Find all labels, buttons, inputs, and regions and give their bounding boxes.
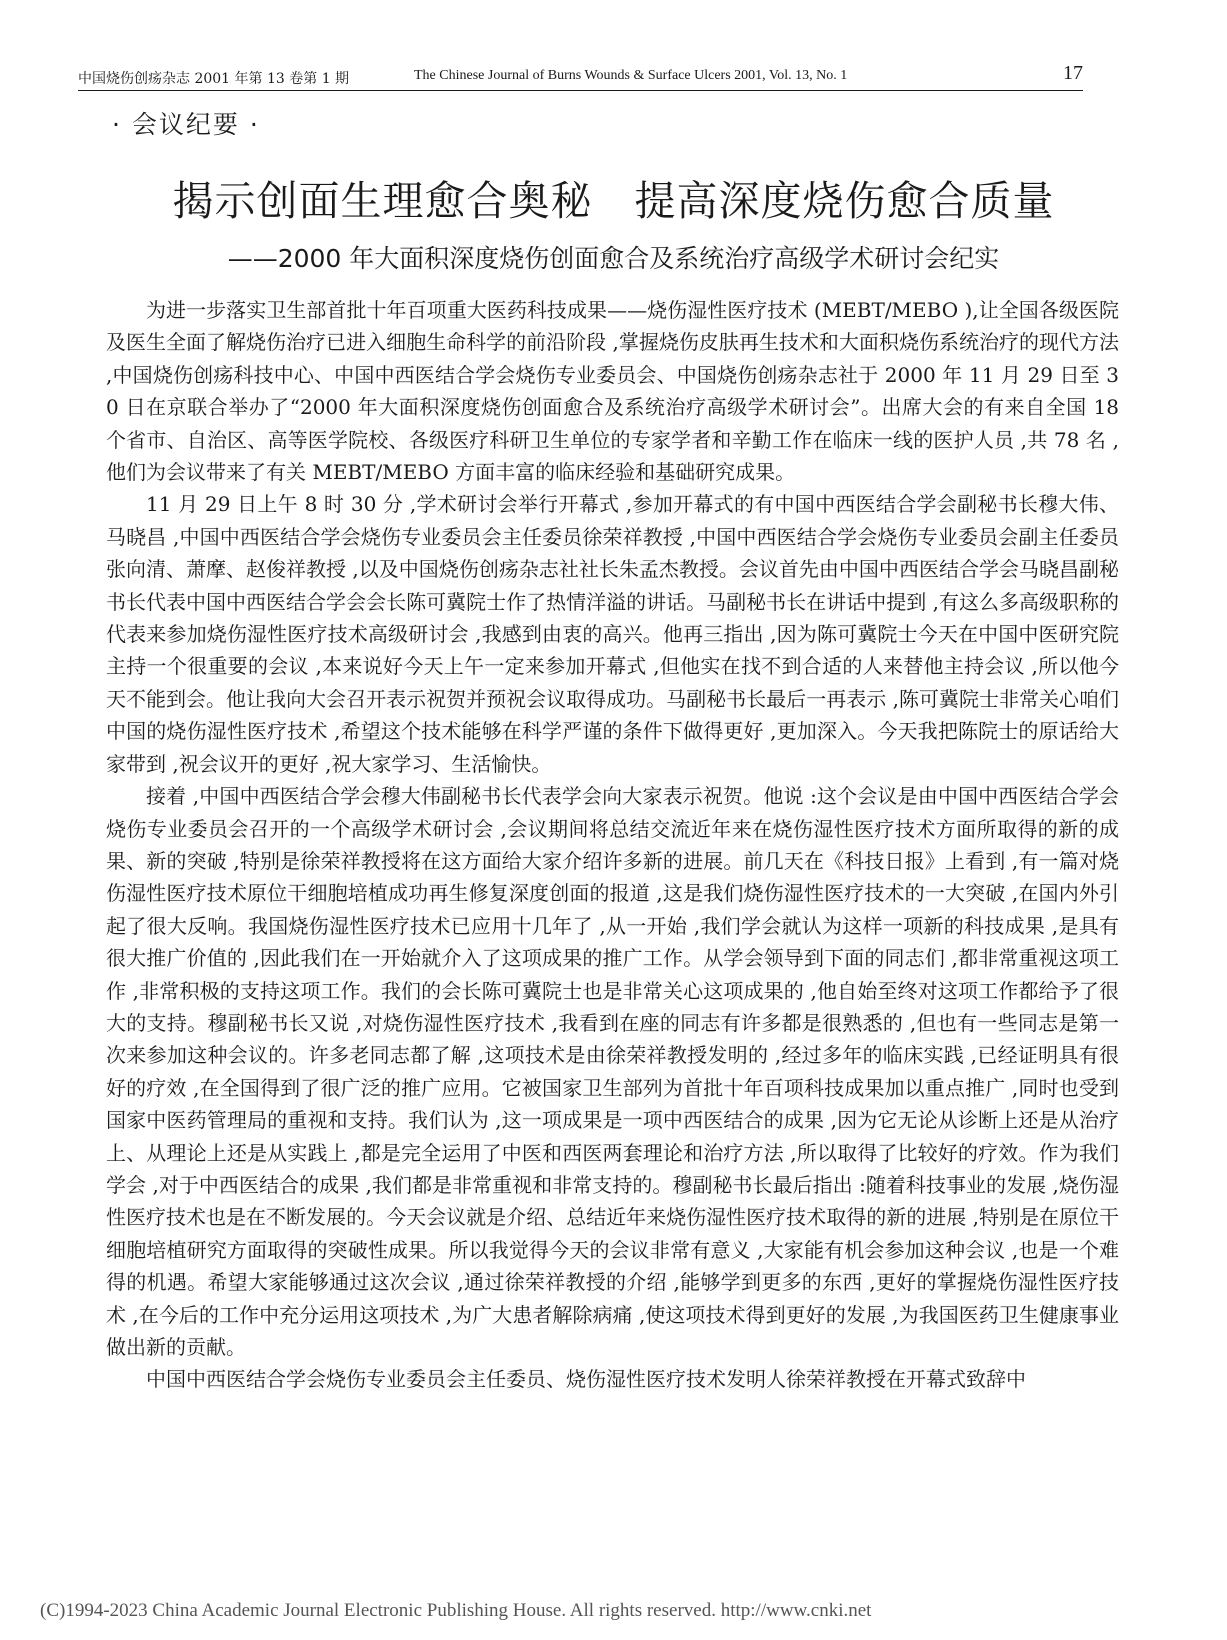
paragraph: 接着 ,中国中西医结合学会穆大伟副秘书长代表学会向大家表示祝贺。他说 :这个会议是由中国中西医结合学会烧伤专业委员会召开的一个高级学术研讨会 ,会议期间将总结交流近年来在烧伤湿性医疗技术方面所取得的新的成果、新的突破 ,特别是徐荣祥教授将在这方面给大家介绍许多新的进展。前几天在《科技日报》上看到 ,有一篇对烧伤湿性医疗技术原位干细胞培植成功再生修复深度创面的报道 ,这是我们烧伤湿性医疗技术的一大突破 ,在国内外引起了很大反响。我国烧伤湿性医疗技术已应用十几年了 ,从一开始 ,我们学会就认为这样一项新的科技成果 ,是具有很大推广价值的 ,因此我们在一开始就介入了这项成果的推广工作。从学会领导到下面的同志们 ,都非常重视这项工作 ,非常积极的支持这项工作。我们的会长陈可冀院士也是非常关心这项成果的 ,他自始至终对这项工作都给予了很大的支持。穆副秘书长又说 ,对烧伤湿性医疗技术 ,我看到在座的同志有许多都是很熟悉的 ,但也有一些同志是第一次来参加这种会议的。许多老同志都了解 ,这项技术是由徐荣祥教授发明的 ,经过多年的临床实践 ,已经证明具有很好的疗效 ,在全国得到了很广泛的推广应用。它被国家卫生部列为首批十年百项科技成果加以重点推广 ,同时也受到国家中医药管理局的重视和支持。我们认为 ,这一项成果是一项中西医结合的成果 ,因为它无论从诊断上还是从治疗上、从理论上还是从实践上 ,都是完全运用了中医和西医两套理论和治疗方法 ,所以取得了比较好的疗效。作为我们学会 ,对于中西医结合的成果 ,我们都是非常重视和非常支持的。穆副秘书长最后指出 :随着科技事业的发展 ,烧伤湿性医疗技术也是在不断发展的。今天会议就是介绍、总结近年来烧伤湿性医疗技术取得的新的进展 ,特别是在原位干细胞培植研究方面取得的突破性成果。所以我觉得今天的会议非常有意义 ,大家能有机会参加这种会议 ,也是一个难得的机遇。希望大家能够通过这次会议 ,通过徐荣祥教授的介绍 ,能够学到更多的东西 ,更好的掌握烧伤湿性医疗技术 ,在今后的工作中充分运用这项技术 ,为广大患者解除病痛 ,使这项技术得到更好的发展 ,为我国医药卫生健康事业做出新的贡献。 — [106, 784, 1119, 1359]
copyright-footer: (C)1994-2023 China Academic Journal Electronic Publishing House. All rights reserved. http://www.cnki.net — [40, 1600, 872, 1621]
article-subtitle: ——2000 年大面积深度烧伤创面愈合及系统治疗高级学术研讨会纪实 — [227, 244, 1000, 273]
journal-name-en: The Chinese Journal of Burns Wounds & Surface Ulcers 2001, Vol. 13, No. 1 — [414, 68, 848, 83]
paragraph: 中国中西医结合学会烧伤专业委员会主任委员、烧伤湿性医疗技术发明人徐荣祥教授在开幕式致辞中 — [146, 1367, 1026, 1392]
paragraph: 为进一步落实卫生部首批十年百项重大医药科技成果——烧伤湿性医疗技术 (MEBT/MEBO ),让全国各级医院及医生全面了解烧伤治疗已进入细胞生命科学的前沿阶段 ,掌握烧伤皮肤再生技术和大面积烧伤系统治疗的现代方法 ,中国烧伤创疡科技中心、中国中西医结合学会烧伤专业委员会、中国烧伤创疡杂志社于 2000 年 11 月 29 日至 30 日在京联合举办了“2000 年大面积深度烧伤创面愈合及系统治疗高级学术研讨会”。出席大会的有来自全国 18 个省市、自治区、高等医学院校、各级医疗科研卫生单位的专家学者和辛勤工作在临床一线的医护人员 ,共 78 名 ,他们为会议带来了有关 MEBT/MEBO 方面丰富的临床经验和基础研究成果。 — [106, 298, 1119, 485]
article-title: 揭示创面生理愈合奥秘 提高深度烧伤愈合质量 — [172, 177, 1055, 225]
running-header — [78, 64, 1083, 91]
journal-name-cn: 中国烧伤创疡杂志 2001 年第 13 卷第 1 期 — [78, 71, 350, 87]
article-body — [106, 294, 1119, 1396]
paragraph: 11 月 29 日上午 8 时 30 分 ,学术研讨会举行开幕式 ,参加开幕式的有中国中西医结合学会副秘书长穆大伟、马晓昌 ,中国中西医结合学会烧伤专业委员会主任委员徐荣祥教授 ,中国中西医结合学会烧伤专业委员会副主任委员张向清、萧摩、赵俊祥教授 ,以及中国烧伤创疡杂志社社长朱孟杰教授。会议首先由中国中西医结合学会马晓昌副秘书长代表中国中西医结合学会会长陈可冀院士作了热情洋溢的讲话。马副秘书长在讲话中提到 ,有这么多高级职称的代表来参加烧伤湿性医疗技术高级研讨会 ,我感到由衷的高兴。他再三指出 ,因为陈可冀院士今天在中国中医研究院主持一个很重要的会议 ,本来说好今天上午一定来参加开幕式 ,但他实在找不到合适的人来替他主持会议 ,所以他今天不能到会。他让我向大会召开表示祝贺并预祝会议取得成功。马副秘书长最后一再表示 ,陈可冀院士非常关心咱们中国的烧伤湿性医疗技术 ,希望这个技术能够在科学严谨的条件下做得更好 ,更加深入。今天我把陈院士的原话给大家带到 ,祝会议开的更好 ,祝大家学习、生活愉快。 — [106, 492, 1119, 776]
section-label: · 会议纪要 · — [112, 110, 260, 139]
page-number: 17 — [1063, 62, 1083, 84]
